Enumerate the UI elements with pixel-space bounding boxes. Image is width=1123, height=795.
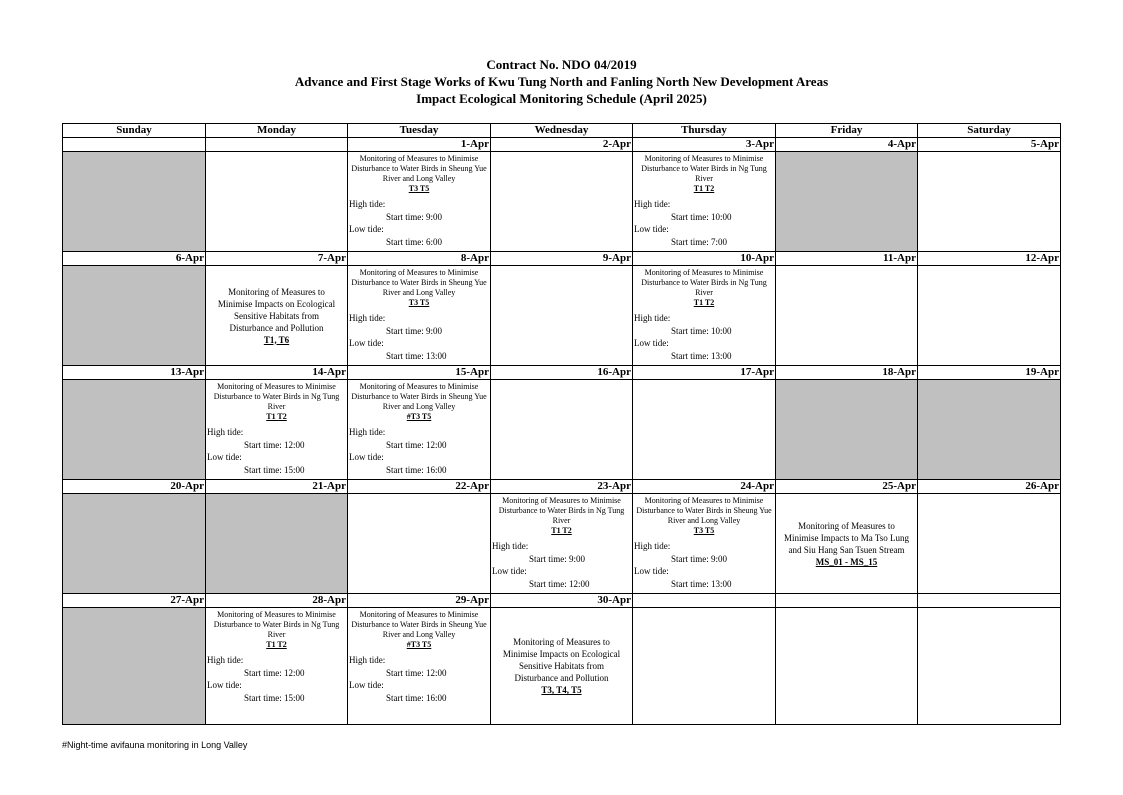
event-text: Monitoring of Measures to Minimise Disturbance to Water Birds in Sheung Yue River and Long Valley — [351, 610, 487, 639]
event-text: Monitoring of Measures to Minimise Disturbance to Water Birds in Sheung Yue River and Long Valley — [351, 154, 487, 183]
water-birds-monitoring-cell — [633, 152, 776, 252]
day-cell — [776, 266, 918, 366]
high-tide-label: High tide: — [349, 655, 386, 665]
day-cell — [633, 608, 776, 725]
transect-code: T1 T2 — [693, 298, 715, 307]
no-monitoring-cell — [63, 266, 206, 366]
day-cell — [918, 266, 1061, 366]
transect-code: T1 T2 — [266, 640, 287, 649]
high-tide-start: Start time: 12:00 — [386, 667, 447, 678]
event-description — [633, 266, 775, 308]
high-tide-start: Start time: 12:00 — [244, 439, 305, 450]
habitat-monitoring-cell — [491, 608, 633, 725]
event-description — [348, 608, 490, 650]
tide-times — [206, 654, 347, 704]
date-cell: 4-Apr — [776, 138, 918, 152]
date-cell: 20-Apr — [63, 480, 206, 494]
tide-times — [348, 654, 490, 704]
low-tide-label: Low tide: — [349, 338, 384, 348]
low-tide-label: Low tide: — [349, 680, 384, 690]
date-cell: 15-Apr — [348, 366, 491, 380]
calendar-table — [62, 123, 1061, 725]
event-description — [491, 494, 632, 536]
tide-times — [348, 312, 490, 362]
low-tide-label: Low tide: — [207, 680, 242, 690]
date-cell: 8-Apr — [348, 252, 491, 266]
weekday-header: Saturday — [918, 124, 1061, 138]
high-tide-label: High tide: — [492, 541, 529, 551]
tide-times — [633, 312, 775, 362]
water-birds-monitoring-cell — [206, 380, 348, 480]
weekday-header-row — [63, 124, 1061, 138]
event-description — [633, 494, 775, 536]
weekday-header: Friday — [776, 124, 918, 138]
date-cell: 6-Apr — [63, 252, 206, 266]
date-cell: 28-Apr — [206, 594, 348, 608]
low-tide-label: Low tide: — [349, 224, 384, 234]
date-row — [63, 594, 1061, 608]
date-cell: 5-Apr — [918, 138, 1061, 152]
event-description — [348, 380, 490, 422]
event-text: Monitoring of Measures to Minimise Disturbance to Water Birds in Ng Tung River — [213, 610, 340, 639]
transect-code: #T3 T5 — [406, 412, 432, 421]
day-cell — [491, 266, 633, 366]
date-cell: 10-Apr — [633, 252, 776, 266]
day-cell — [918, 152, 1061, 252]
high-tide-label: High tide: — [349, 199, 386, 209]
date-row — [63, 252, 1061, 266]
date-cell — [633, 594, 776, 608]
event-description — [491, 608, 632, 724]
day-cell — [918, 608, 1061, 725]
date-cell — [776, 594, 918, 608]
event-text: Monitoring of Measures to Minimise Disturbance to Water Birds in Ng Tung River — [641, 268, 767, 297]
date-cell: 30-Apr — [491, 594, 633, 608]
date-cell: 3-Apr — [633, 138, 776, 152]
water-birds-monitoring-cell — [348, 266, 491, 366]
weekday-header: Wednesday — [491, 124, 633, 138]
transect-code: T3 T5 — [408, 184, 430, 193]
date-cell: 24-Apr — [633, 480, 776, 494]
event-text: Monitoring of Measures to Minimise Disturbance to Water Birds in Ng Tung River — [641, 154, 767, 183]
tide-times — [348, 426, 490, 476]
event-description — [206, 380, 347, 422]
event-text: Monitoring of Measures to Minimise Disturbance to Water Birds in Ng Tung River — [498, 496, 625, 525]
date-cell: 29-Apr — [348, 594, 491, 608]
date-cell — [206, 138, 348, 152]
date-cell: 26-Apr — [918, 480, 1061, 494]
high-tide-label: High tide: — [349, 313, 386, 323]
date-cell — [63, 138, 206, 152]
low-tide-start: Start time: 13:00 — [671, 350, 732, 361]
event-text: Monitoring of Measures to Minimise Impacts to Ma Tso Lung and Siu Hang San Tsuen Stream — [784, 520, 909, 555]
content-row — [63, 266, 1061, 366]
date-cell: 9-Apr — [491, 252, 633, 266]
date-cell: 11-Apr — [776, 252, 918, 266]
event-text: Monitoring of Measures to Minimise Disturbance to Water Birds in Sheung Yue River and Long Valley — [351, 382, 487, 411]
weekday-header: Monday — [206, 124, 348, 138]
content-row — [63, 494, 1061, 594]
event-description — [776, 494, 917, 593]
high-tide-label: High tide: — [634, 541, 671, 551]
low-tide-label: Low tide: — [207, 452, 242, 462]
tide-times — [348, 198, 490, 248]
low-tide-label: Low tide: — [349, 452, 384, 462]
no-monitoring-cell — [918, 380, 1061, 480]
date-cell: 2-Apr — [491, 138, 633, 152]
no-monitoring-cell — [206, 494, 348, 594]
transect-code: #T3 T5 — [406, 640, 432, 649]
date-cell: 16-Apr — [491, 366, 633, 380]
weekday-header: Sunday — [63, 124, 206, 138]
event-text: Monitoring of Measures to Minimise Impacts on Ecological Sensitive Habitats from Disturbance and Pollution — [217, 286, 336, 333]
low-tide-start: Start time: 13:00 — [386, 350, 447, 361]
high-tide-label: High tide: — [207, 427, 244, 437]
low-tide-start: Start time: 15:00 — [244, 692, 305, 703]
date-row — [63, 366, 1061, 380]
tide-times — [633, 198, 775, 248]
event-description — [206, 608, 347, 650]
day-cell — [776, 608, 918, 725]
transect-code: T3, T4, T5 — [541, 685, 582, 695]
high-tide-start: Start time: 9:00 — [671, 553, 727, 564]
event-description — [206, 266, 347, 365]
no-monitoring-cell — [63, 608, 206, 725]
transect-code: T3 T5 — [408, 298, 430, 307]
water-birds-monitoring-cell — [491, 494, 633, 594]
transect-code: T1 T2 — [266, 412, 287, 421]
low-tide-label: Low tide: — [634, 338, 669, 348]
date-cell: 12-Apr — [918, 252, 1061, 266]
low-tide-label: Low tide: — [492, 566, 527, 576]
water-birds-monitoring-cell — [206, 608, 348, 725]
low-tide-start: Start time: 15:00 — [244, 464, 305, 475]
date-cell: 1-Apr — [348, 138, 491, 152]
low-tide-start: Start time: 7:00 — [671, 236, 727, 247]
no-monitoring-cell — [63, 152, 206, 252]
high-tide-start: Start time: 10:00 — [671, 211, 732, 222]
transect-code: MS_01 - MS_15 — [815, 556, 878, 567]
low-tide-label: Low tide: — [634, 224, 669, 234]
document-title — [0, 56, 1123, 107]
date-cell: 7-Apr — [206, 252, 348, 266]
date-cell: 22-Apr — [348, 480, 491, 494]
transect-code: T1, T6 — [263, 334, 290, 345]
day-cell — [491, 152, 633, 252]
high-tide-start: Start time: 10:00 — [671, 325, 732, 336]
no-monitoring-cell — [776, 380, 918, 480]
event-description — [633, 152, 775, 194]
date-cell: 27-Apr — [63, 594, 206, 608]
habitat-monitoring-cell — [206, 266, 348, 366]
tide-times — [633, 540, 775, 590]
content-row — [63, 608, 1061, 725]
high-tide-start: Start time: 9:00 — [386, 325, 442, 336]
high-tide-start: Start time: 12:00 — [386, 439, 447, 450]
transect-code: T1 T2 — [551, 526, 572, 535]
high-tide-label: High tide: — [634, 313, 671, 323]
footnote: #Night-time avifauna monitoring in Long Valley — [62, 740, 248, 750]
no-monitoring-cell — [63, 494, 206, 594]
day-cell — [491, 380, 633, 480]
water-birds-monitoring-cell — [633, 266, 776, 366]
transect-code: T1 T2 — [693, 184, 715, 193]
date-cell — [918, 594, 1061, 608]
event-text: Monitoring of Measures to Minimise Impacts on Ecological Sensitive Habitats from Disturbance and Pollution — [502, 637, 621, 683]
date-cell: 23-Apr — [491, 480, 633, 494]
transect-code: T3 T5 — [693, 526, 715, 535]
event-description — [348, 266, 490, 308]
low-tide-start: Start time: 16:00 — [386, 464, 447, 475]
no-monitoring-cell — [776, 152, 918, 252]
habitat-monitoring-cell — [776, 494, 918, 594]
date-cell: 18-Apr — [776, 366, 918, 380]
water-birds-monitoring-cell — [348, 152, 491, 252]
date-row — [63, 138, 1061, 152]
low-tide-label: Low tide: — [634, 566, 669, 576]
event-text: Monitoring of Measures to Minimise Disturbance to Water Birds in Sheung Yue River and Long Valley — [351, 268, 487, 297]
weekday-header: Tuesday — [348, 124, 491, 138]
event-text: Monitoring of Measures to Minimise Disturbance to Water Birds in Ng Tung River — [213, 382, 340, 411]
high-tide-label: High tide: — [634, 199, 671, 209]
event-text: Monitoring of Measures to Minimise Disturbance to Water Birds in Sheung Yue River and Long Valley — [636, 496, 772, 525]
high-tide-label: High tide: — [349, 427, 386, 437]
contract-number: Contract No. NDO 04/2019 — [486, 57, 637, 72]
water-birds-monitoring-cell — [633, 494, 776, 594]
date-cell: 14-Apr — [206, 366, 348, 380]
date-cell: 13-Apr — [63, 366, 206, 380]
low-tide-start: Start time: 13:00 — [671, 578, 732, 589]
water-birds-monitoring-cell — [348, 380, 491, 480]
tide-times — [206, 426, 347, 476]
high-tide-label: High tide: — [207, 655, 244, 665]
high-tide-start: Start time: 9:00 — [529, 553, 585, 564]
schedule-title: Impact Ecological Monitoring Schedule (April 2025) — [416, 91, 707, 106]
low-tide-start: Start time: 6:00 — [386, 236, 442, 247]
day-cell — [206, 152, 348, 252]
date-cell: 25-Apr — [776, 480, 918, 494]
weekday-header: Thursday — [633, 124, 776, 138]
date-row — [63, 480, 1061, 494]
high-tide-start: Start time: 12:00 — [244, 667, 305, 678]
no-monitoring-cell — [63, 380, 206, 480]
high-tide-start: Start time: 9:00 — [386, 211, 442, 222]
date-cell: 19-Apr — [918, 366, 1061, 380]
tide-times — [491, 540, 632, 590]
water-birds-monitoring-cell — [348, 608, 491, 725]
content-row — [63, 380, 1061, 480]
date-cell: 21-Apr — [206, 480, 348, 494]
date-cell: 17-Apr — [633, 366, 776, 380]
project-title: Advance and First Stage Works of Kwu Tung North and Fanling North New Development Areas — [294, 74, 829, 89]
day-cell — [348, 494, 491, 594]
event-description — [348, 152, 490, 194]
content-row — [63, 152, 1061, 252]
low-tide-start: Start time: 12:00 — [529, 578, 590, 589]
day-cell — [918, 494, 1061, 594]
day-cell — [633, 380, 776, 480]
low-tide-start: Start time: 16:00 — [386, 692, 447, 703]
